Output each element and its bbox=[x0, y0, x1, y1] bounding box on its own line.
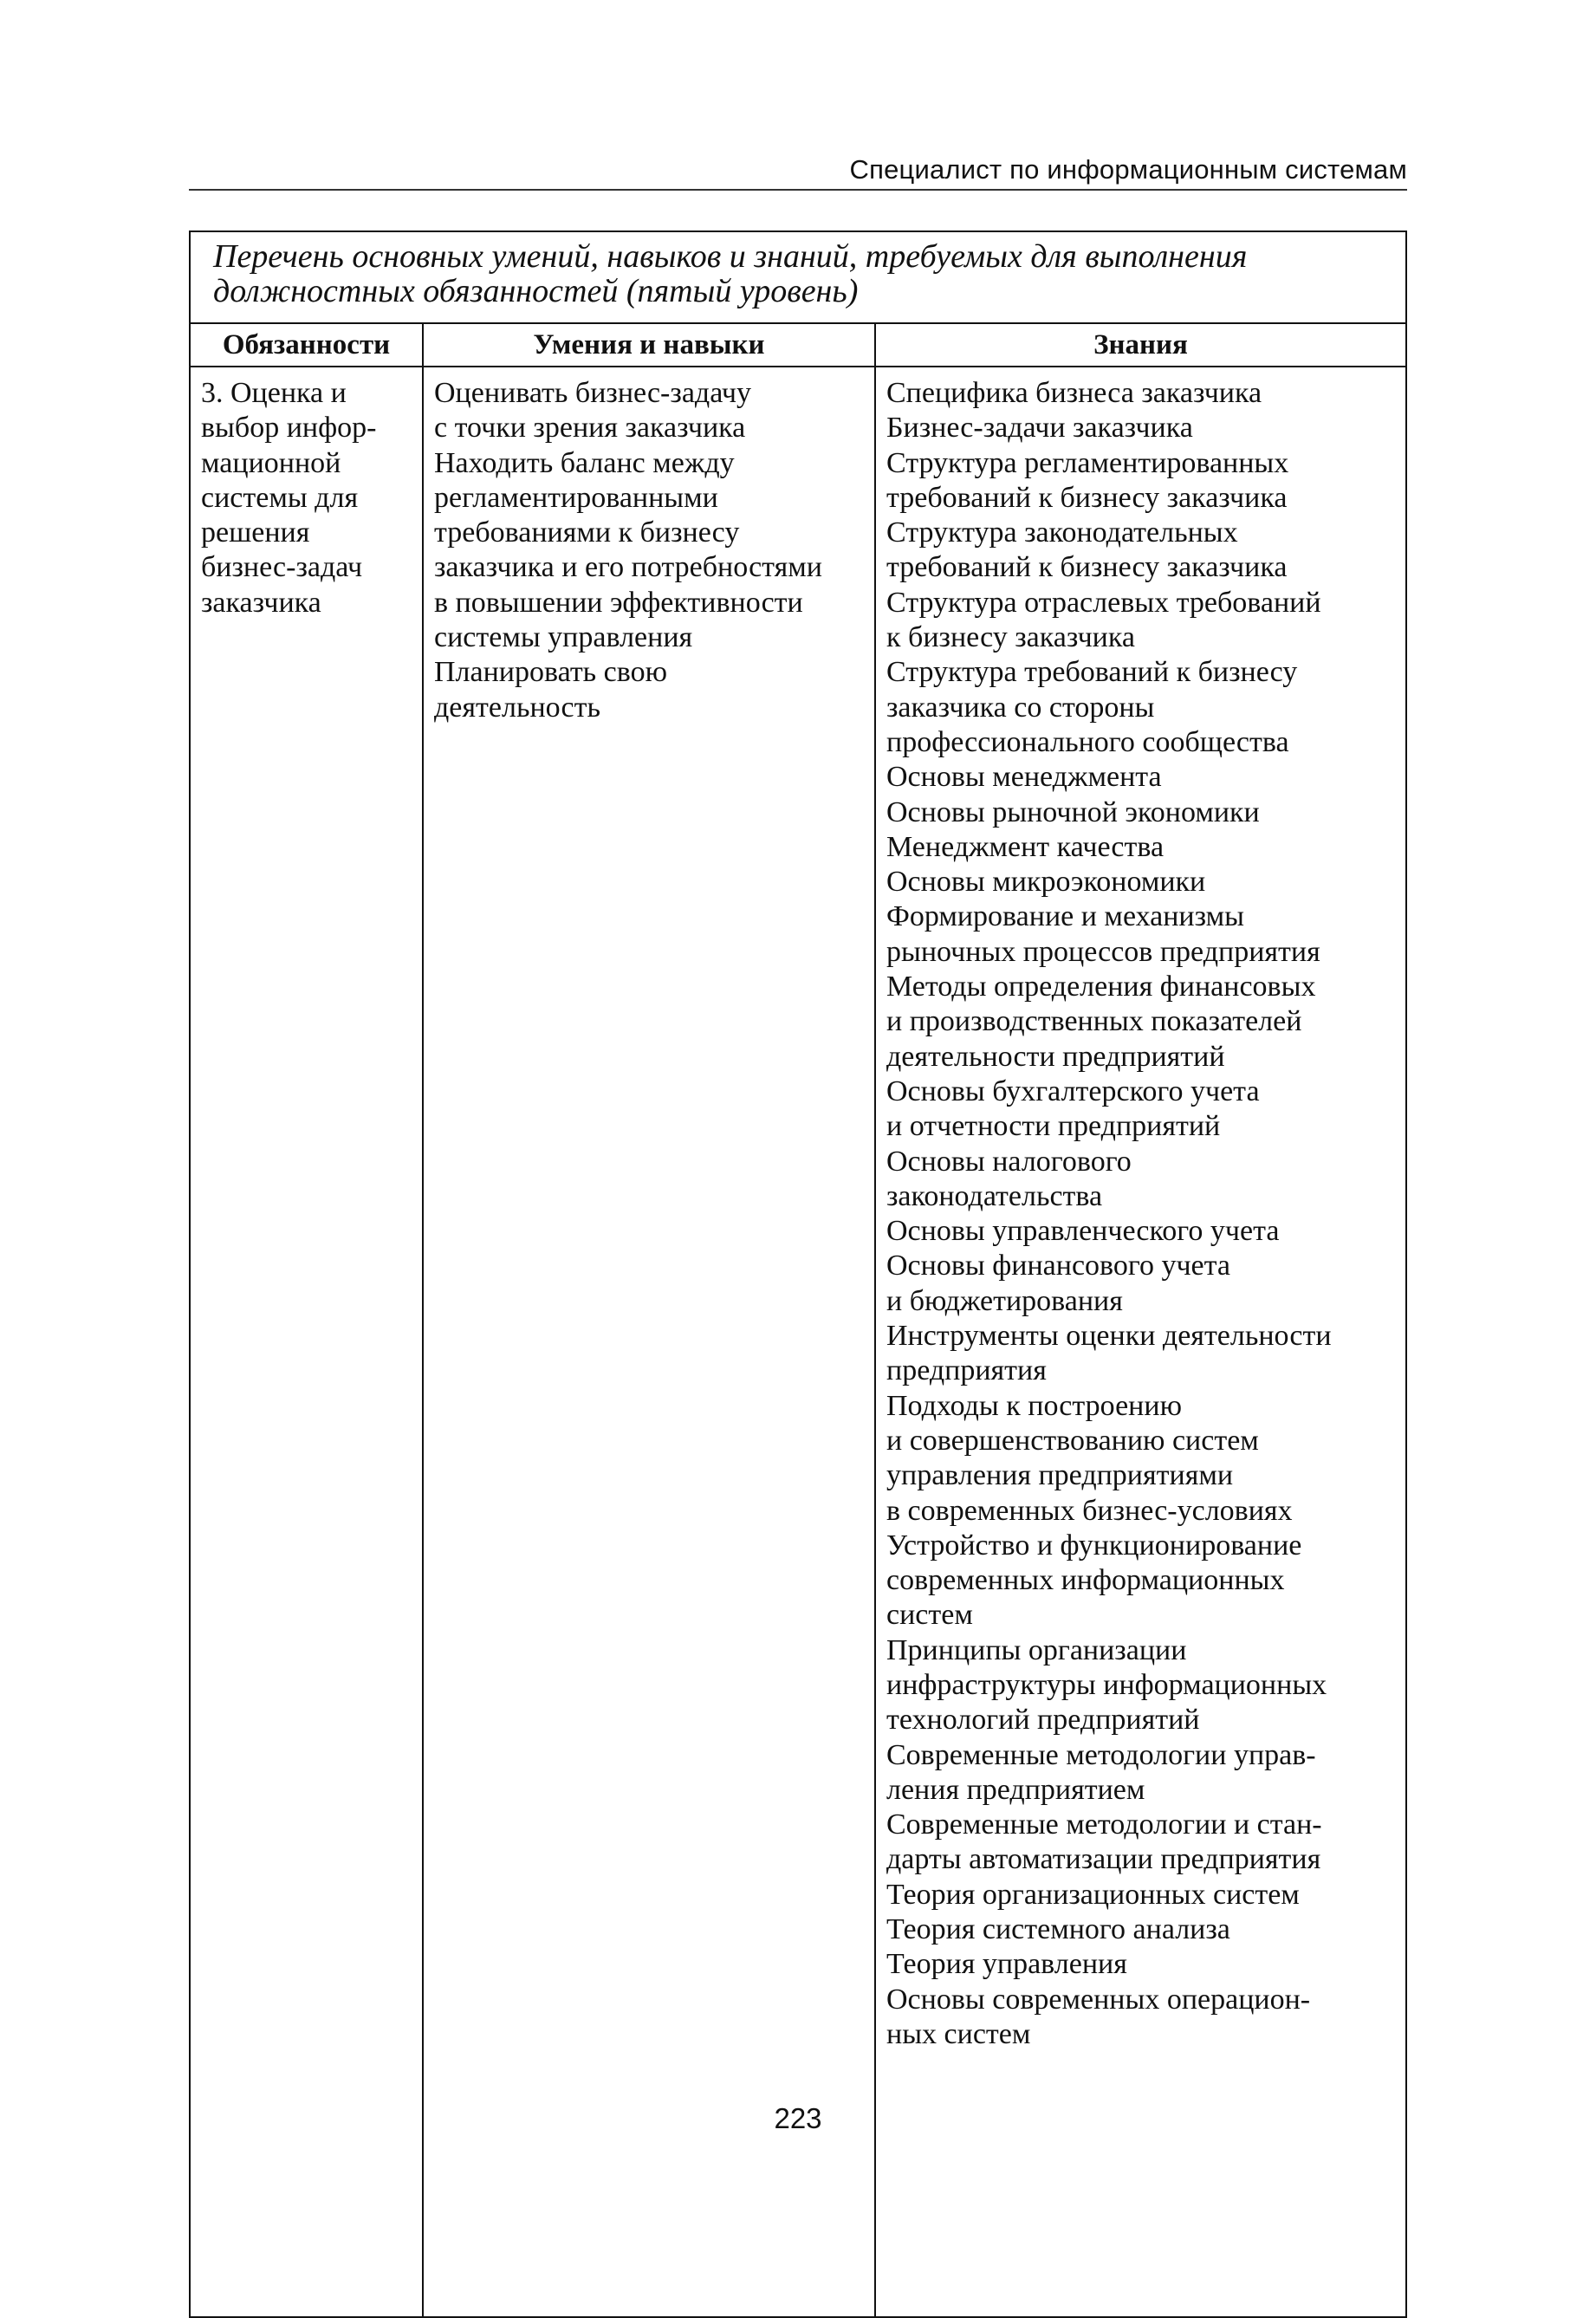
knowledge-line: Основы современных операцион- bbox=[886, 1983, 1311, 2016]
knowledge-line: Теория организационных систем bbox=[886, 1878, 1300, 1911]
knowledge-line: Структура законодательных bbox=[886, 516, 1238, 549]
duty-line: системы для bbox=[201, 481, 359, 514]
knowledge-line: технологий предприятий bbox=[886, 1704, 1200, 1737]
knowledge-line: требований к бизнесу заказчика bbox=[886, 551, 1288, 584]
knowledge-line: управления предприятиями bbox=[886, 1459, 1234, 1492]
competency-table bbox=[189, 231, 1407, 2318]
knowledge-line: дарты автоматизации предприятия bbox=[886, 1843, 1321, 1876]
duty-line: заказчика bbox=[201, 586, 321, 619]
knowledge-line: Инструменты оценки деятельности bbox=[886, 1320, 1332, 1353]
running-header: Специалист по информационным системам bbox=[849, 154, 1407, 185]
skill-line: системы управления bbox=[434, 621, 693, 654]
knowledge-line: Бизнес-задачи заказчика bbox=[886, 412, 1193, 445]
skill-line: Находить баланс между bbox=[434, 446, 735, 479]
skill-line: регламентированными bbox=[434, 481, 718, 514]
knowledge-line: и бюджетирования bbox=[886, 1284, 1123, 1317]
knowledge-line: предприятия bbox=[886, 1354, 1047, 1387]
knowledge-line: Подходы к построению bbox=[886, 1389, 1182, 1422]
skills-cell bbox=[423, 367, 875, 2316]
knowledge-line: Принципы организации bbox=[886, 1633, 1187, 1666]
table-row bbox=[191, 367, 1405, 2316]
knowledge-line: Современные методологии управ- bbox=[886, 1738, 1316, 1771]
knowledge-line: Теория системного анализа bbox=[886, 1913, 1230, 1946]
knowledge-line: и совершенствованию систем bbox=[886, 1424, 1259, 1457]
knowledge-line: и отчетности предприятий bbox=[886, 1110, 1221, 1143]
caption-line: Перечень основных умений, навыков и знаний, требуемых для выполнения bbox=[213, 238, 1248, 275]
knowledge-line: Структура регламентированных bbox=[886, 446, 1289, 479]
knowledge-line: ления предприятием bbox=[886, 1773, 1145, 1806]
knowledge-line: требований к бизнесу заказчика bbox=[886, 481, 1288, 514]
table-body bbox=[191, 324, 1405, 2316]
skill-line: с точки зрения заказчика bbox=[434, 412, 746, 445]
knowledge-line: Методы определения финансовых bbox=[886, 971, 1316, 1003]
skill-line: заказчика и его потребностями bbox=[434, 551, 822, 584]
skill-line: деятельность bbox=[434, 691, 600, 724]
knowledge-line: Формирование и механизмы bbox=[886, 900, 1244, 933]
column-header-duties: Обязанности bbox=[191, 324, 423, 367]
knowledge-line: современных информационных bbox=[886, 1564, 1285, 1597]
skill-line: Планировать свою bbox=[434, 656, 667, 689]
knowledge-line: рыночных процессов предприятия bbox=[886, 935, 1320, 968]
knowledge-line: Структура требований к бизнесу bbox=[886, 656, 1298, 689]
knowledge-line: систем bbox=[886, 1599, 973, 1632]
knowledge-cell bbox=[875, 367, 1405, 2316]
column-header-skills: Умения и навыки bbox=[423, 324, 875, 367]
knowledge-line: законодательства bbox=[886, 1179, 1103, 1212]
duty-line: выбор инфор- bbox=[201, 412, 377, 445]
knowledge-line: в современных бизнес-условиях bbox=[886, 1494, 1293, 1527]
duty-line: мационной bbox=[201, 446, 341, 479]
knowledge-line: Специфика бизнеса заказчика bbox=[886, 377, 1262, 409]
knowledge-line: Основы налогового bbox=[886, 1145, 1132, 1178]
table-header-row bbox=[191, 324, 1405, 367]
header-rule bbox=[189, 189, 1407, 191]
knowledge-line: ных систем bbox=[886, 2017, 1031, 2050]
column-header-knowledge: Знания bbox=[875, 324, 1405, 367]
knowledge-line: заказчика со стороны bbox=[886, 691, 1155, 724]
duty-line: 3. Оценка и bbox=[201, 377, 347, 409]
knowledge-line: Основы менеджмента bbox=[886, 761, 1162, 794]
knowledge-line: Основы микроэкономики bbox=[886, 866, 1206, 899]
skill-line: в повышении эффективности bbox=[434, 586, 803, 619]
knowledge-line: Устройство и функционирование bbox=[886, 1529, 1302, 1562]
knowledge-line: Структура отраслевых требований bbox=[886, 586, 1321, 619]
knowledge-line: к бизнесу заказчика bbox=[886, 621, 1135, 654]
skill-line: Оценивать бизнес-задачу bbox=[434, 377, 752, 409]
knowledge-line: Теория управления bbox=[886, 1948, 1127, 1981]
caption-line: должностных обязанностей (пятый уровень) bbox=[213, 273, 859, 309]
duty-line: бизнес-задач bbox=[201, 551, 363, 584]
duty-line: решения bbox=[201, 516, 310, 549]
knowledge-line: Основы бухгалтерского учета bbox=[886, 1075, 1260, 1107]
knowledge-line: инфраструктуры информационных bbox=[886, 1668, 1327, 1701]
knowledge-line: Основы рыночной экономики bbox=[886, 795, 1260, 828]
knowledge-line: Основы финансового учета bbox=[886, 1250, 1231, 1282]
knowledge-line: деятельности предприятий bbox=[886, 1040, 1225, 1073]
duties-cell bbox=[191, 367, 423, 2316]
table-caption bbox=[191, 232, 1405, 324]
knowledge-line: Основы управленческого учета bbox=[886, 1215, 1280, 1248]
page-number: 223 bbox=[774, 2102, 822, 2134]
knowledge-line: профессионального сообщества bbox=[886, 725, 1289, 758]
knowledge-line: и производственных показателей bbox=[886, 1005, 1302, 1038]
skill-line: требованиями к бизнесу bbox=[434, 516, 740, 549]
knowledge-line: Менеджмент качества bbox=[886, 830, 1165, 863]
knowledge-line: Современные методологии и стан- bbox=[886, 1808, 1322, 1841]
